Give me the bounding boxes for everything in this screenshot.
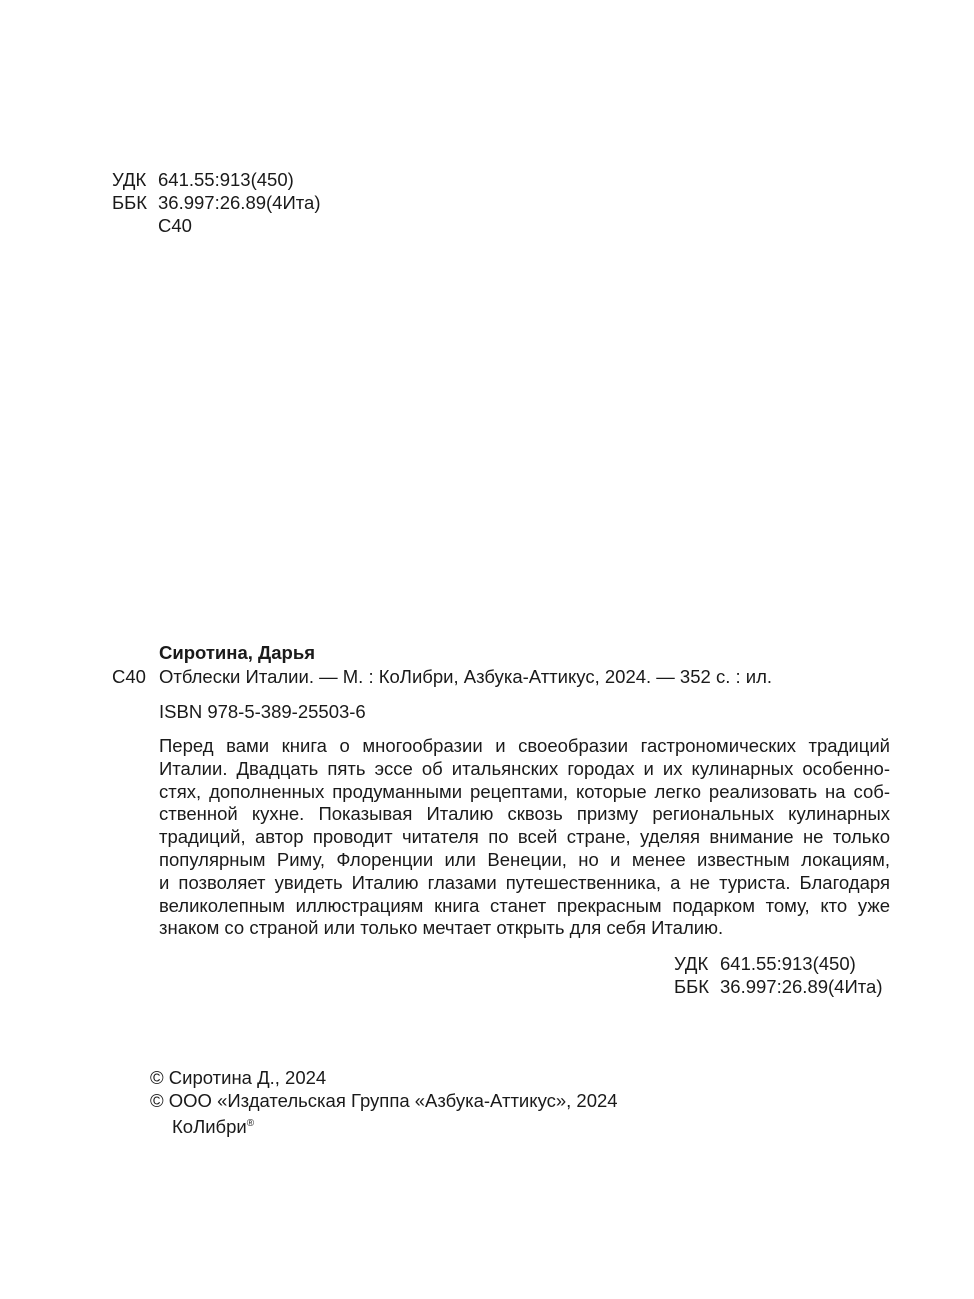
bbk-value: 36.997:26.89(4Ита) [158,192,321,213]
annotation-line: и позволяет увидеть Италию глазами путешественника, а не туриста. Благодаря [159,871,890,893]
bbk-label: ББК [674,976,710,997]
annotation-line: традиций, автор проводит читателя по всей стране, уделяя внимание не только [159,826,890,848]
annotation-line: популярным Риму, Флоренции или Венеции, но и менее известным локациям, [159,848,890,870]
udk-row [112,168,320,191]
registered-mark-icon: ® [246,1118,255,1129]
annotation-line: стях, дополненных продуманными рецептами, которые легко реализовать на соб- [159,780,890,802]
annotation-line: Перед вами книга о многообразии и своеобразии гастрономических традиций [159,735,890,756]
annotation-paragraph [159,735,890,940]
copyright-block [150,1066,618,1135]
udk-label: УДК [674,953,709,974]
imprint-name: КоЛибри [172,1116,247,1137]
annotation-line: знаком со страной или только мечтает открыть для себя Италию. [159,917,724,939]
author-mark: С40 [158,215,192,236]
annotation-line: великолепным иллюстрациям книга станет прекрасным подарком тому, кто уже [159,894,890,916]
bbk-value: 36.997:26.89(4Ита) [720,976,883,997]
bottom-classification [674,952,882,998]
copyright-publisher: © ООО «Издательская Группа «Азбука-Аттикус», 2024 [150,1090,618,1111]
top-classification [112,168,320,237]
annotation-line: Италии. Двадцать пять эссе об итальянских городах и их кулинарных особенно- [159,757,890,779]
author-name: Сиротина, Дарья [159,642,315,663]
copyright-author: © Сиротина Д., 2024 [150,1067,327,1088]
udk-value: 641.55:913(450) [158,169,294,190]
udk-row [674,952,882,975]
isbn: ISBN 978-5-389-25503-6 [159,701,366,722]
udk-value: 641.55:913(450) [720,953,856,974]
bbk-row [674,975,882,998]
card-author-mark: С40 [112,666,146,687]
bbk-label: ББК [112,192,148,213]
bibliographic-title-line: Отблески Италии. — М. : КоЛибри, Азбука-Аттикус, 2024. — 352 с. : ил. [159,666,773,687]
annotation-line: ственной кухне. Показывая Италию сквозь призму региональных кулинарных [159,803,890,825]
bbk-row [112,191,320,214]
udk-label: УДК [112,169,147,190]
imprint-row [150,1112,618,1135]
author-mark-row [112,214,320,237]
